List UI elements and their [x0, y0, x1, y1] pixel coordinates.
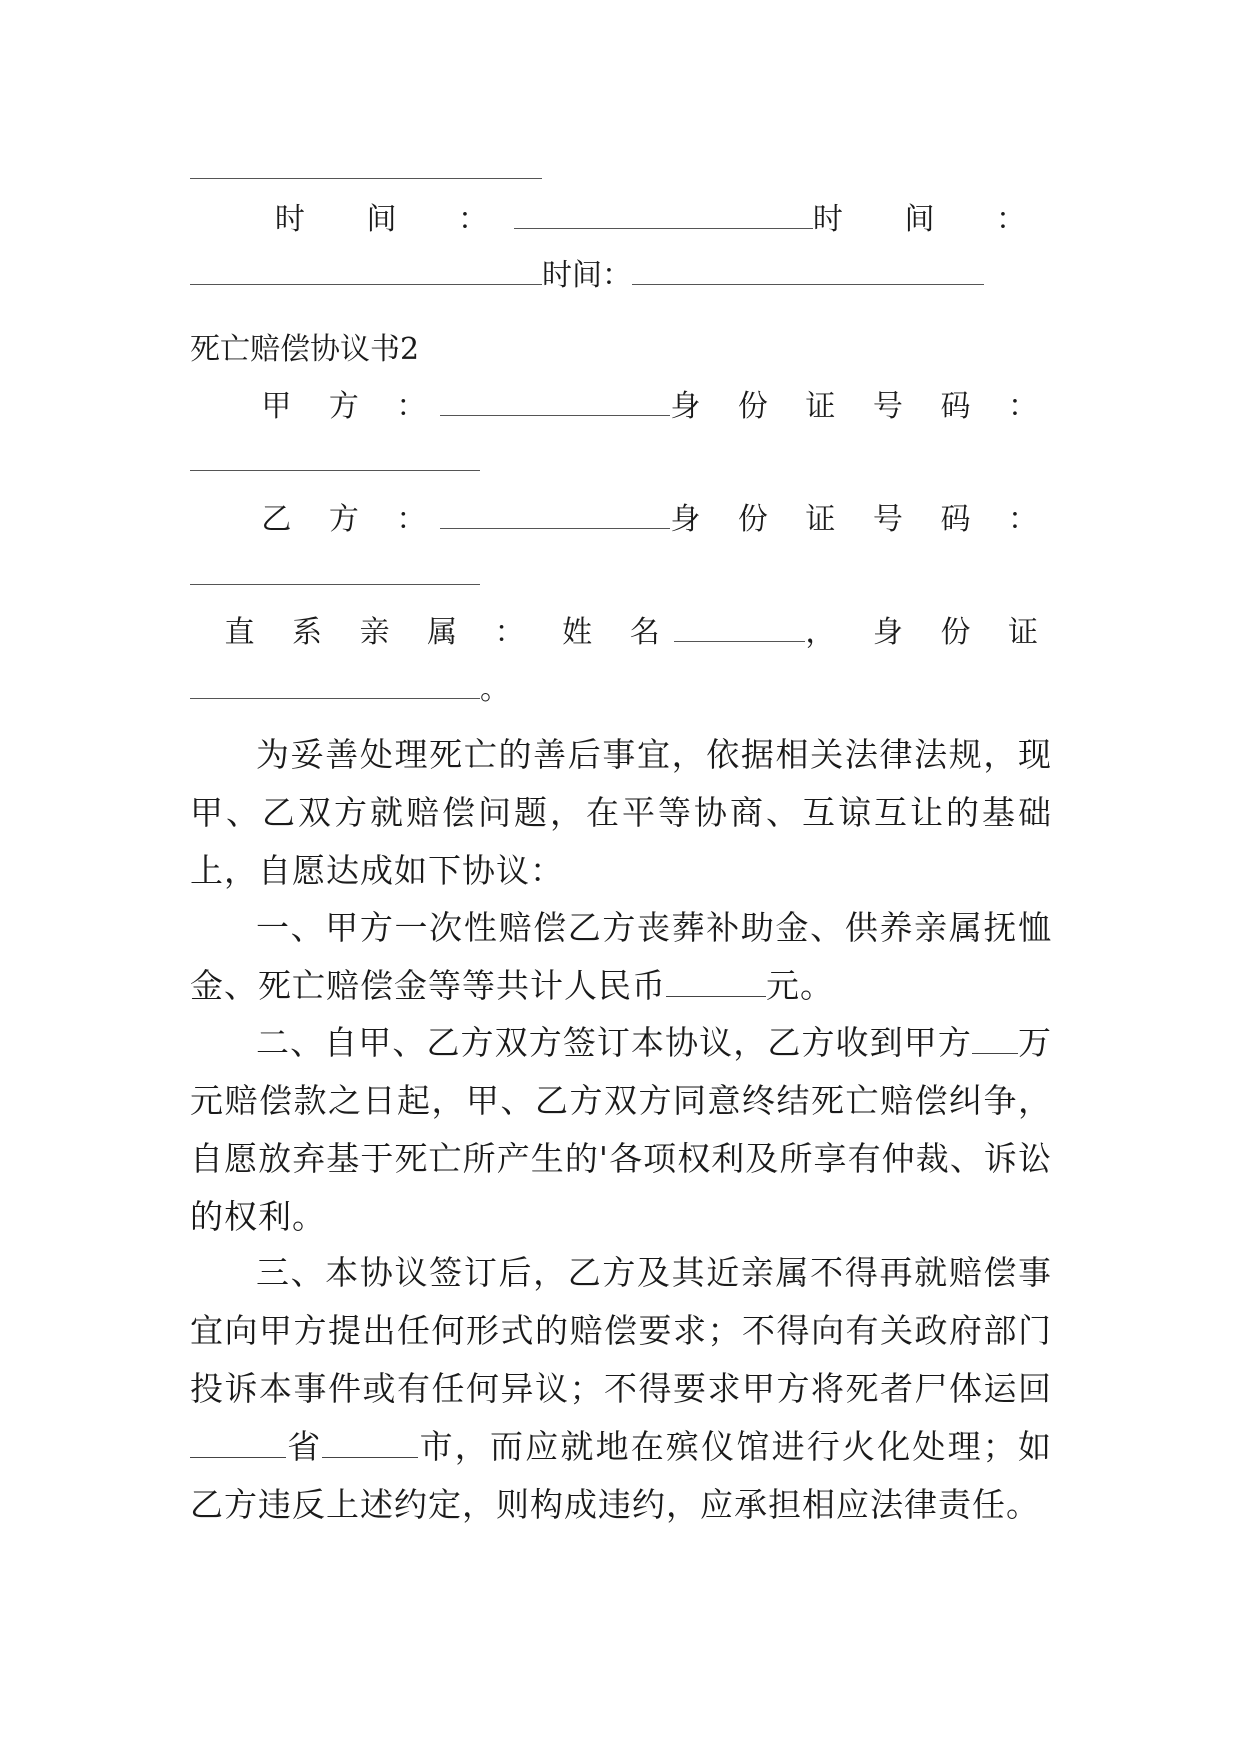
- intro-paragraph: 为妥善处理死亡的善后事宜，依据相关法律法规，现甲、乙双方就赔偿问题，在平等协商、互谅互让的基础上，自愿达成如下协议：: [190, 735, 1052, 890]
- party-a-id-row: [190, 442, 1052, 482]
- party-a-id-blank: [190, 444, 480, 471]
- id-number-label: 身 份 证 号 码 ：: [670, 389, 1052, 424]
- time-row-1: [190, 200, 1052, 240]
- clause-1-text: 一、甲方一次性赔偿乙方丧葬补助金、供养亲属抚恤金、死亡赔偿金等等共计人民币: [190, 908, 1052, 1005]
- amount-blank: [666, 968, 766, 997]
- party-a-row: [190, 387, 1052, 427]
- clause-3-text: 三、本协议签订后，乙方及其近亲属不得再就赔偿事宜向甲方提出任何形式的赔偿要求；不得向有关政府部门投诉本事件或有任何异议；不得要求甲方将死者尸体运回: [190, 1253, 1052, 1408]
- clause-2-rest: 万元赔偿款之日起，甲、乙方双方同意终结死亡赔偿纠争，自愿放弃基于死亡所产生的'各项权利及所享有仲裁、诉讼的权利。: [190, 1023, 1053, 1236]
- party-b-label: 乙 方 ：: [261, 502, 441, 537]
- period: 。: [480, 672, 510, 707]
- id-number-label: 身 份 证 号 码 ：: [670, 502, 1052, 537]
- relative-id-label: ， 身 份 证: [805, 615, 1052, 650]
- party-a-blank: [440, 389, 670, 416]
- time-label: 时 间 ：: [812, 202, 1052, 237]
- clause-1: [190, 899, 1052, 1015]
- time-blank: [632, 258, 984, 285]
- signature-line-top: [190, 150, 1052, 190]
- time-blank: [190, 258, 542, 285]
- relative-row: [190, 613, 1052, 653]
- time-label: 时 间 ：: [274, 202, 514, 237]
- relative-label: 直 系 亲 属 ： 姓 名: [224, 615, 674, 650]
- city-blank: [322, 1429, 418, 1458]
- clause-2: [190, 1014, 1052, 1246]
- party-a-label: 甲 方 ：: [261, 389, 441, 424]
- time-row-2: [190, 256, 1052, 296]
- province-label: 省: [286, 1427, 323, 1466]
- relative-id-row: [190, 670, 1052, 710]
- clause-1-end: 元。: [766, 966, 834, 1005]
- clause-2-text: 二、自甲、乙方双方签订本协议，乙方收到甲方: [256, 1023, 972, 1062]
- amount-blank: [972, 1025, 1018, 1054]
- party-b-row: [190, 500, 1052, 540]
- time-label: 时间：: [542, 258, 632, 293]
- party-b-blank: [440, 502, 670, 529]
- clause-3: [190, 1244, 1052, 1534]
- clause-3-rest: 市，而应就地在殡仪馆进行火化处理；如乙方违反上述约定，则构成违约，应承担相应法律责任。: [190, 1427, 1053, 1524]
- time-blank: [514, 202, 813, 229]
- blank-rule: [190, 152, 542, 179]
- party-b-id-row: [190, 556, 1052, 596]
- province-blank: [190, 1429, 286, 1458]
- relative-id-blank: [190, 672, 480, 699]
- relative-name-blank: [674, 615, 806, 642]
- party-b-id-blank: [190, 558, 480, 585]
- document-title: 死亡赔偿协议书2: [190, 332, 420, 367]
